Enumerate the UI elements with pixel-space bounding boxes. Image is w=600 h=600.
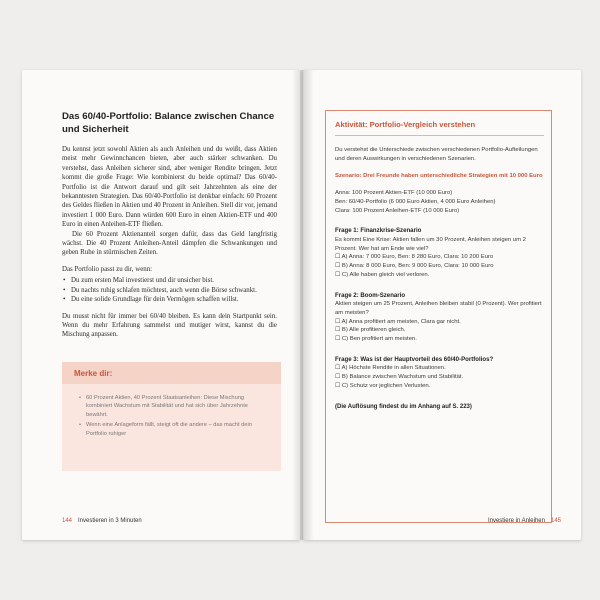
running-title: Investiere in Anleihen	[487, 518, 545, 524]
list-item: • Wenn eine Anlageform fällt, steigt oft die andere – das macht dein Portfolio ruhiger	[80, 421, 271, 438]
left-page	[22, 70, 300, 540]
activity-content	[335, 120, 544, 411]
list-item: • 60 Prozent Aktien, 40 Prozent Staatsanleihen: Diese Mischung kombiniert Wachstum mit Stabilität und hat sich über Jahrzehnte bewährt.	[80, 394, 271, 419]
page-number: 144	[62, 518, 73, 524]
right-page	[303, 70, 581, 540]
running-title: Investieren in 3 Minuten	[78, 518, 142, 524]
left-page-content	[62, 110, 277, 340]
page-number: 145	[550, 518, 561, 524]
scenario-title: Szenario: Drei Freunde haben unterschiedliche Strategien mit 10 000 Euro	[335, 173, 543, 180]
list-item: • Du zum ersten Mal investierst und dir unsicher bist.	[62, 276, 277, 285]
merke-header	[62, 362, 281, 384]
question-text: Aktien steigen um 25 Prozent, Anleihen bleiben stabil (0 Prozent). Wer profitiert am meisten?	[335, 301, 542, 316]
answer-option[interactable]: ☐ B) Anna: 8 000 Euro, Ben: 9 000 Euro, Clara: 10 000 Euro	[335, 263, 494, 270]
activity-title: Aktivität: Portfolio-Vergleich verstehen	[335, 120, 476, 129]
question-title: Frage 1: Finanzkrise-Szenario	[335, 227, 422, 235]
paragraph-3: Du musst nicht für immer bei 60/40 bleiben. Es kann dein Startpunkt sein. Wenn du mehr Erfahrung sammelst und mutiger wirst, kannst du die Mischung anpassen.	[62, 312, 277, 339]
activity-intro: Du verstehst die Unterschiede zwischen verschiedenen Portfolio-Aufteilungen und deren Auswirkungen in verschiedenen Szenarien.	[335, 147, 538, 162]
paragraph-1: Du kennst jetzt sowohl Aktien als auch Anleihen und du weißt, dass Aktien meist mehr Gewinnchancen bieten, aber auch stärker schwanken. Du verstehst, dass Anleihen sicherer sind, aber weniger Rendite bringen. Jetzt kommt die große Frage: Wie kombinierst du beide optimal? Das 60/40-Portfolio ist die Antwort darauf und gilt seit Jahrzehnten als eine der bekanntesten Strategien. Das 60/40-Portfolio ist denkbar einfach: 60 Prozent des Geldes fließen in Aktien und 40 Prozent in Anleihen. Stell dir vor, jemand investiert 1 000 Euro. Dann würden 600 Euro in einen Aktien-ETF und 400 Euro in einen Anleihen-ETF fließen.	[62, 146, 278, 229]
merke-list	[62, 394, 281, 438]
answer-option[interactable]: ☐ B) Alle profitieren gleich.	[335, 327, 406, 334]
friend-line: Ben: 60/40-Portfolio (6 000 Euro Aktien, 4 000 Euro Anleihen)	[335, 198, 496, 205]
right-footer	[488, 518, 561, 524]
answer-option[interactable]: ☐ A) Anna profitiert am meisten, Clara gar nicht.	[335, 318, 461, 325]
friend-line: Anna: 100 Prozent Aktien-ETF (10 000 Euro)	[335, 190, 453, 197]
section-heading: Das 60/40-Portfolio: Balance zwischen Chance und Sicherheit	[62, 111, 275, 135]
bullet-intro: Das Portfolio passt zu dir, wenn:	[62, 265, 153, 273]
merke-box	[62, 362, 281, 471]
list-item: • Du eine solide Grundlage für dein Vermögen schaffen willst.	[62, 295, 277, 304]
answer-option[interactable]: ☐ C) Alle haben gleich viel verloren.	[335, 271, 430, 278]
merke-title: Merke dir:	[74, 368, 113, 378]
left-footer	[62, 518, 142, 524]
open-book	[22, 70, 584, 548]
list-item: • Du nachts ruhig schlafen möchtest, auch wenn die Börse schwankt.	[62, 286, 277, 295]
question-text	[335, 236, 544, 253]
answer-option[interactable]: ☐ B) Balance zwischen Wachstum und Stabilität.	[335, 374, 464, 381]
question-body: Eine Krise: Aktien fallen um 30 Prozent, Anleihen steigen um 2 Prozent. Wer hat am Ende wie viel?	[335, 237, 526, 252]
answer-option[interactable]: ☐ C) Schutz vor jeglichen Verlusten.	[335, 382, 431, 389]
friend-line: Clara: 100 Prozent Anleihen-ETF (10 000 Euro)	[335, 207, 460, 214]
paragraph-2: Die 60 Prozent Aktienanteil sorgen dafür, dass das Geld langfristig wächst. Die 40 Prozent Anleihen-Anteil dämpfen die Schwankungen und geben Ruhe in stürmischen Zeiten.	[62, 230, 277, 257]
divider	[335, 135, 544, 136]
answer-option[interactable]: ☐ C) Ben profitiert am meisten.	[335, 336, 417, 343]
question-prefix: Es kommt	[335, 237, 363, 244]
answer-option[interactable]: ☐ A) Anna: 7 000 Euro, Ben: 8 280 Euro, Clara: 10 200 Euro	[335, 254, 494, 261]
activity-box	[325, 110, 552, 523]
answer-option[interactable]: ☐ A) Höchste Rendite in allen Situationen.	[335, 365, 446, 372]
question-title: Frage 3: Was ist der Hauptvorteil des 60/40-Portfolios?	[335, 355, 494, 363]
solution-note: (Die Auflösung findest du im Anhang auf S. 223)	[335, 403, 472, 410]
suitability-list	[62, 276, 277, 304]
question-title: Frage 2: Boom-Szenario	[335, 291, 406, 299]
